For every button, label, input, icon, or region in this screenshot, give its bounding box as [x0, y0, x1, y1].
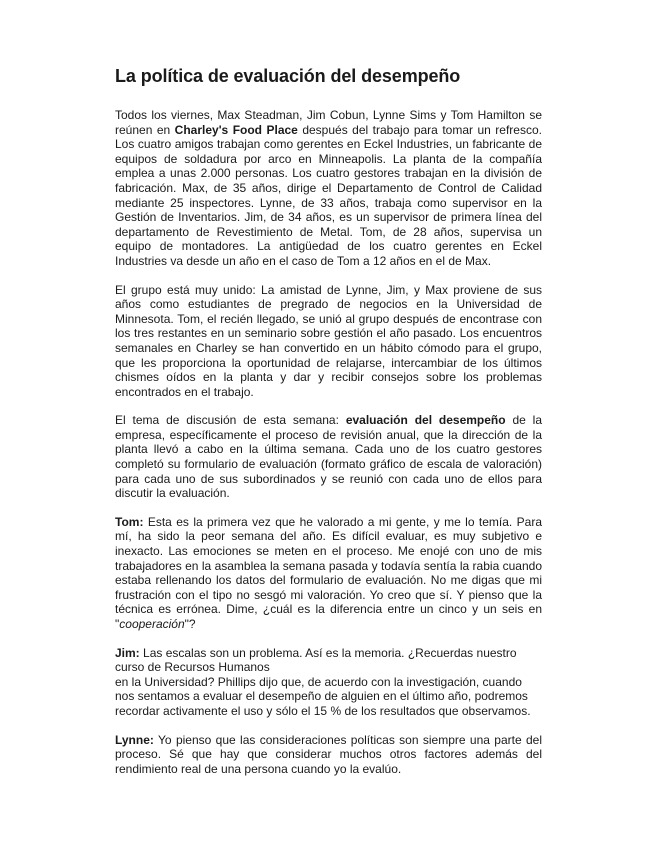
intro-text-end: después del trabajo para tomar un refresco. Los cuatro amigos trabajan como gerentes en Eckel Industries, un fabricante de equipos de soldadura por arco en Minneapolis. La planta de la compañía emplea a unas 2.000 personas. Los cuatro gestores trabajan en la división de fabricación. Max, de 35 años, dirige el Departamento de Control de Calidad mediante 25 inspectores. Lynne, de 33 años, trabaja como supervisor en la Gestión de Inventarios. Jim, de 34 años, es un supervisor de primera línea del departamento de Revestimiento de Metal. Tom, de 28 años, supervisa un equipo de montadores. La antigüedad de los cuatro gerentes en Eckel Industries va desde un año en el caso de Tom a 12 años en el de Max. — [115, 122, 542, 268]
lynne-text: Yo pienso que las consideraciones políticas son siempre una parte del proceso. Sé que hay que considerar muchos otros factores además del rendimiento real de una persona cuando yo la evalúo. — [115, 732, 542, 776]
restaurant-name: Charley's Food Place — [174, 122, 298, 137]
tom-italic-term: cooperación — [119, 617, 185, 631]
page-title: La política de evaluación del desempeño — [115, 66, 461, 86]
paragraph-topic — [115, 413, 542, 501]
speaker-tom: Tom: — [115, 514, 144, 529]
tom-text-end: "? — [184, 617, 196, 631]
document-page — [115, 64, 542, 790]
paragraph-intro — [115, 108, 542, 269]
intro-text-start: Todos los viernes, Max Steadman, Jim Cobun, Lynne Sims y Tom Hamilton se reúnen en — [115, 108, 542, 137]
speaker-lynne: Lynne: — [115, 732, 154, 747]
speaker-jim: Jim: — [115, 645, 140, 660]
dialogue-lynne — [115, 733, 542, 777]
dialogue-tom — [115, 515, 542, 632]
tom-text: Esta es la primera vez que he valorado a mi gente, y me lo temía. Para mí, ha sido la peor semana del año. Es difícil evaluar, es muy subjetivo e inexacto. Las emociones se meten en el proceso. Me enojé con uno de mis trabajadores en la asamblea la semana pasada y todavía sentía la rabia cuando estaba rellenando los datos del formulario de evaluación. No me digas que mi frustración con el tipo no sesgó mi valoración. Yo creo que sí. Y pienso que la técnica es errónea. Dime, ¿cuál es la diferencia entre un cinco y un seis en " — [115, 514, 542, 631]
topic-highlight: evaluación del desempeño — [345, 413, 506, 428]
dialogue-jim — [115, 646, 542, 719]
paragraph-group: El grupo está muy unido: La amistad de Lynne, Jim, y Max proviene de sus años como estudiantes de pregrado de negocios en la Universidad de Minnesota. Tom, el recién llegado, se unió al grupo después de encontrase con los tres restantes en un seminario sobre gestión el año pasado. Los encuentros semanales en Charley se han convertido en un hábito cómodo para el grupo, que les proporciona la oportunidad de relajarse, intercambiar de los últimos chismes oídos en la planta y dar y recibir consejos sobre los problemas encontrados en el trabajo. — [115, 282, 542, 399]
topic-text-end: de la empresa, específicamente el proceso de revisión anual, que la dirección de la planta llevó a cabo en la última semana. Cada uno de los cuatro gestores completó su formulario de evaluación (formato gráfico de escala de valoración) para cada uno de sus subordinados y se reunió con cada uno de ellos para discutir la evaluación. — [115, 413, 543, 501]
topic-text-start: El tema de discusión de esta semana: — [115, 413, 346, 428]
jim-text-line1: Las escalas son un problema. Así es la memoria. ¿Recuerdas nuestro curso de Recursos Humanos — [115, 645, 517, 675]
jim-text-line2: en la Universidad? Phillips dijo que, de acuerdo con la investigación, cuando nos sentamos a evaluar el desempeño de alguien en el último año, podremos recordar activamente el uso y sólo el 15 % de los resultados que observamos. — [115, 674, 531, 718]
